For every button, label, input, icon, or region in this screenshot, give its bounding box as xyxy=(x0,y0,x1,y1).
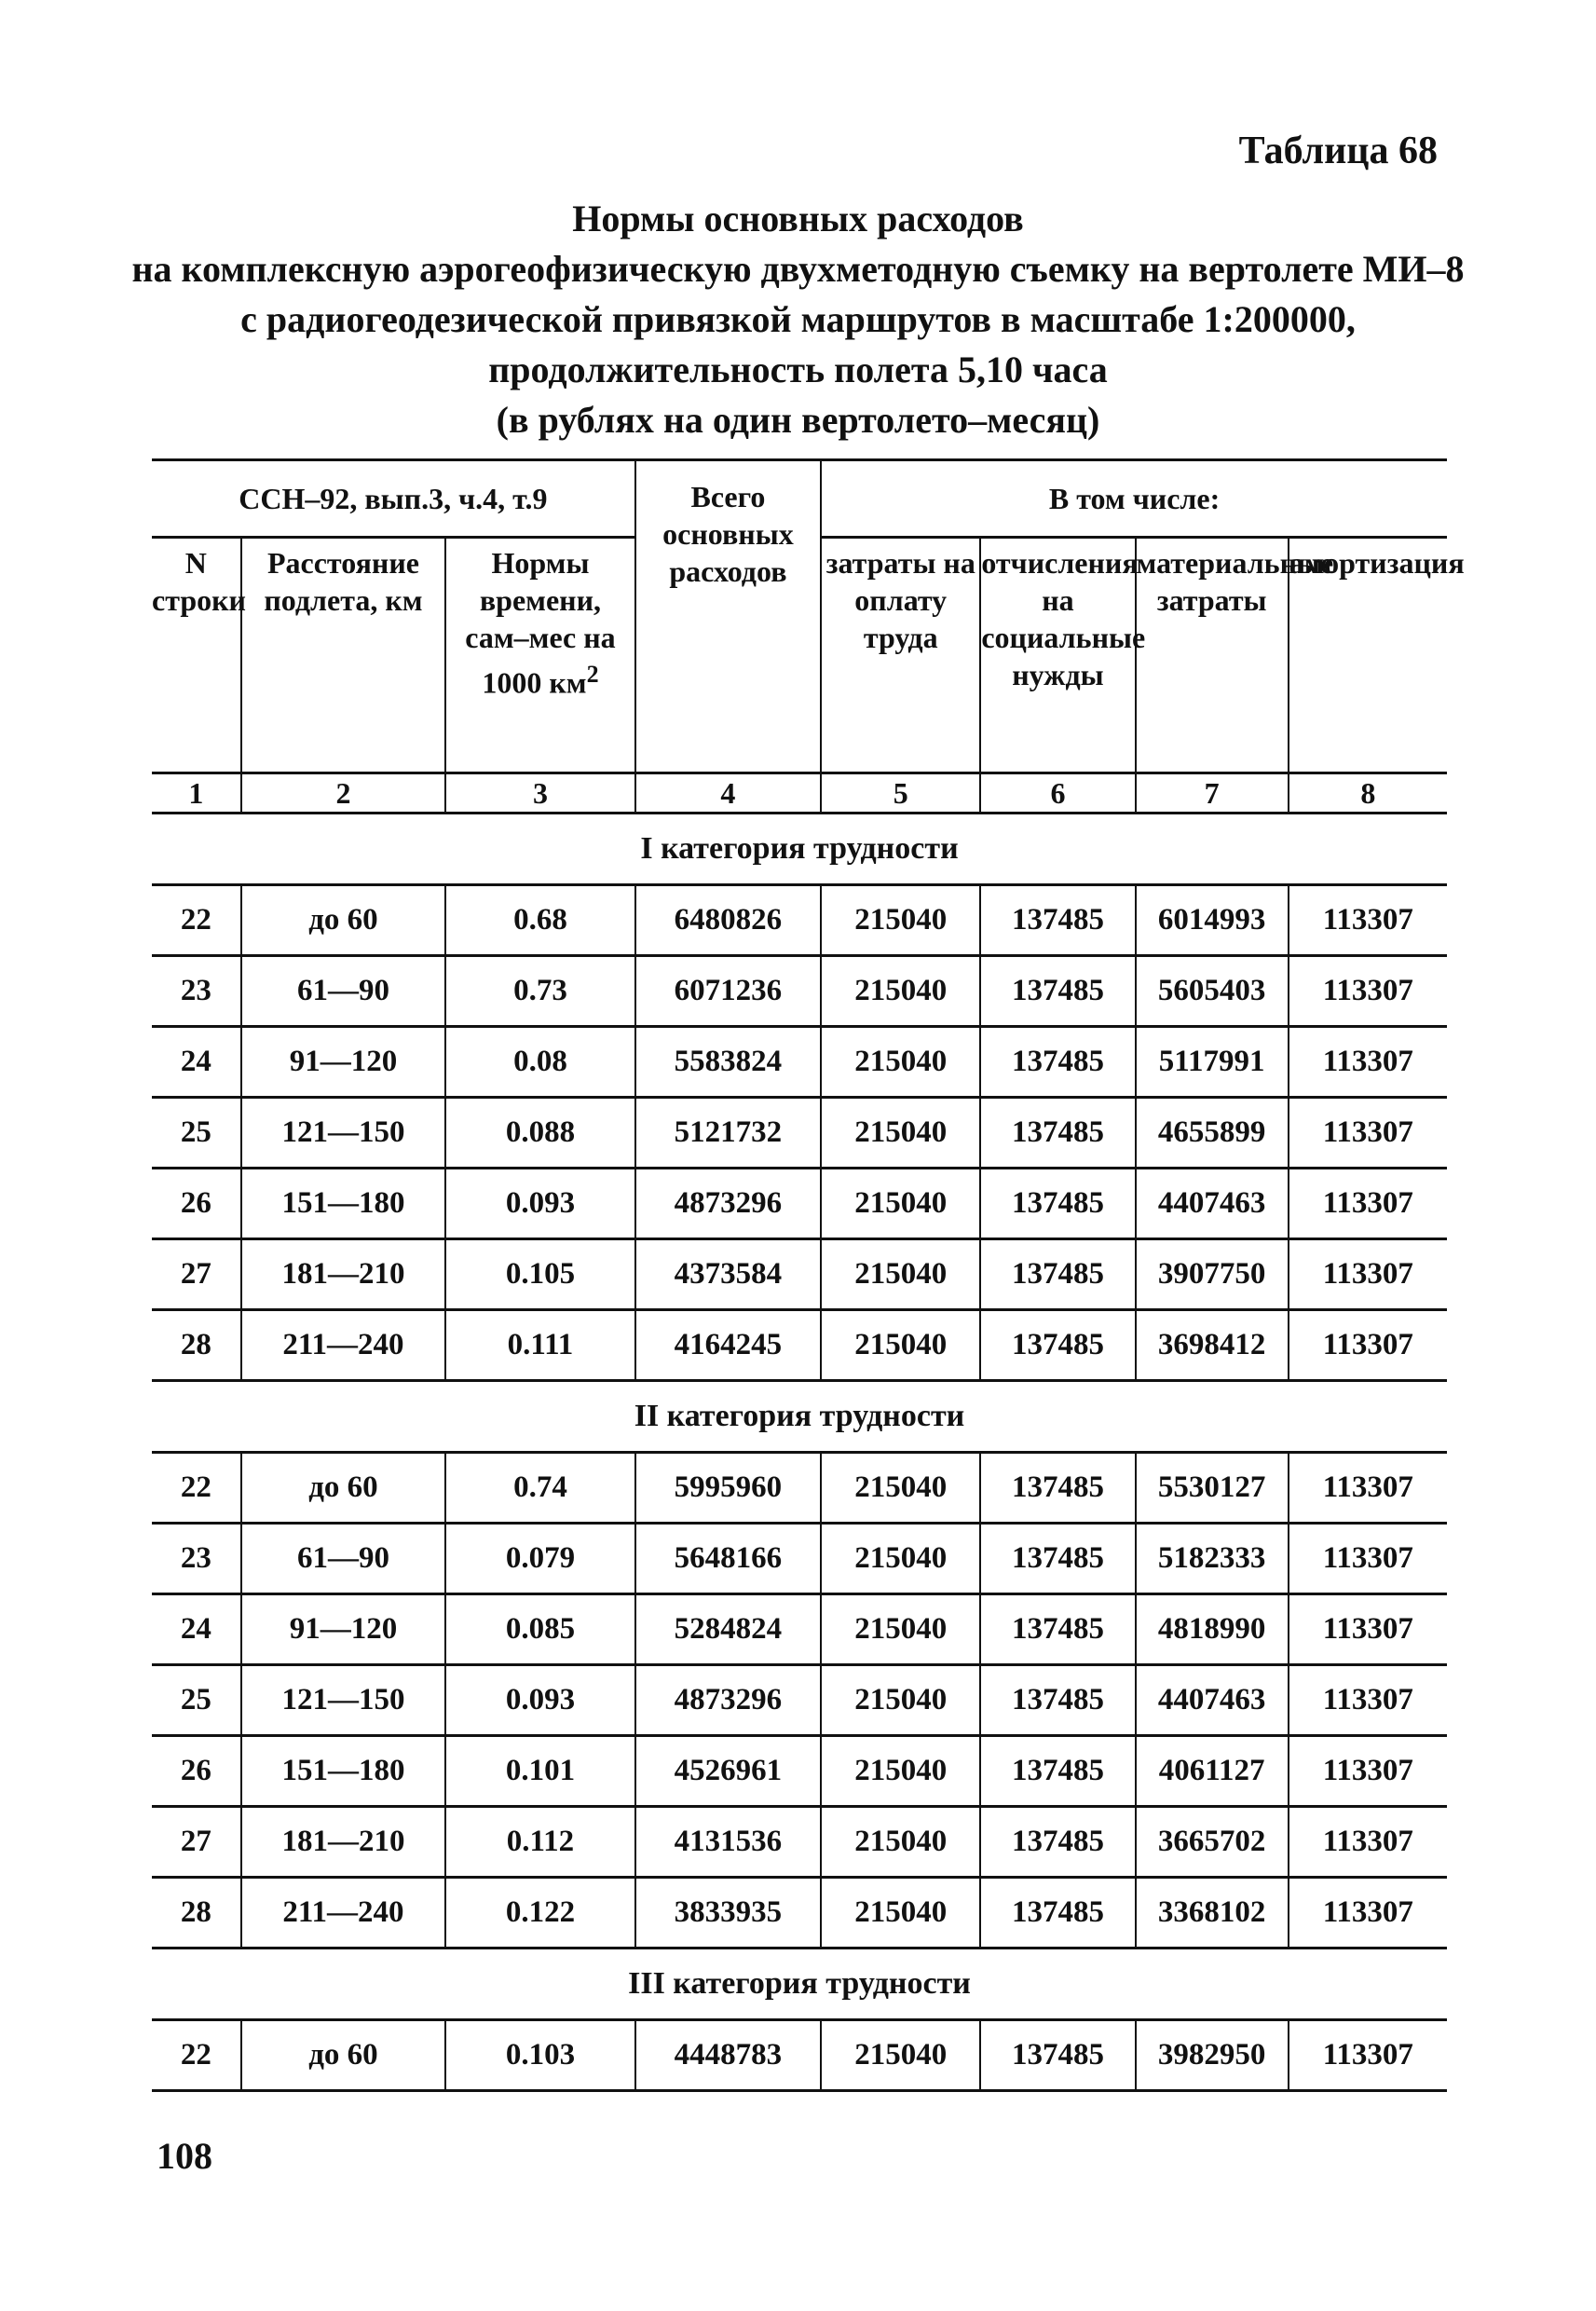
norms-table xyxy=(152,458,1465,2092)
total-cell: 4873296 xyxy=(635,1665,821,1736)
col-number: 5 xyxy=(821,773,980,814)
social-cell: 137485 xyxy=(980,1524,1135,1594)
material-cell: 4061127 xyxy=(1136,1736,1289,1807)
total-cell: 5121732 xyxy=(635,1098,821,1169)
header-including-group: В том числе: xyxy=(821,460,1447,538)
category-row xyxy=(152,1949,1447,2020)
header-social-deductions: отчисления на социальные нужды xyxy=(980,538,1135,773)
social-cell: 137485 xyxy=(980,885,1135,956)
category-row xyxy=(152,1381,1447,1453)
table-row xyxy=(152,1807,1447,1878)
depreciation-cell: 113307 xyxy=(1289,1310,1447,1381)
col-number: 2 xyxy=(241,773,446,814)
col-number: 3 xyxy=(445,773,634,814)
total-cell: 5995960 xyxy=(635,1453,821,1524)
labor-cell: 215040 xyxy=(821,956,980,1027)
row-number-cell: 22 xyxy=(152,1453,241,1524)
row-number-cell: 28 xyxy=(152,1310,241,1381)
table-row xyxy=(152,1239,1447,1310)
time-norm-cell: 0.08 xyxy=(445,1027,634,1098)
header-ssn-group: ССН–92, вып.3, ч.4, т.9 xyxy=(152,460,635,538)
depreciation-cell: 113307 xyxy=(1289,1453,1447,1524)
distance-cell: 211—240 xyxy=(241,1310,446,1381)
material-cell: 4407463 xyxy=(1136,1169,1289,1239)
labor-cell: 215040 xyxy=(821,2020,980,2091)
material-cell: 3907750 xyxy=(1136,1239,1289,1310)
header-total: Всего основных расходов xyxy=(635,460,821,773)
labor-cell: 215040 xyxy=(821,1524,980,1594)
labor-cell: 215040 xyxy=(821,1878,980,1949)
table-row xyxy=(152,1594,1447,1665)
time-norm-cell: 0.079 xyxy=(445,1524,634,1594)
header-labor-costs: затраты на оплату труда xyxy=(821,538,980,773)
social-cell: 137485 xyxy=(980,1239,1135,1310)
header-time-norms-text: Нормы времени, сам–мес на 1000 км xyxy=(465,546,616,700)
material-cell: 6014993 xyxy=(1136,885,1289,956)
table-row xyxy=(152,2020,1447,2091)
table-header xyxy=(152,460,1465,814)
depreciation-cell: 113307 xyxy=(1289,1169,1447,1239)
total-cell: 4448783 xyxy=(635,2020,821,2091)
title-line: с радиогеодезической привязкой маршрутов в масштабе 1:200000, xyxy=(240,298,1356,340)
social-cell: 137485 xyxy=(980,1665,1135,1736)
total-cell: 6071236 xyxy=(635,956,821,1027)
material-cell: 5117991 xyxy=(1136,1027,1289,1098)
labor-cell: 215040 xyxy=(821,1027,980,1098)
table-row xyxy=(152,1169,1447,1239)
row-number-cell: 25 xyxy=(152,1098,241,1169)
total-cell: 5648166 xyxy=(635,1524,821,1594)
labor-cell: 215040 xyxy=(821,885,980,956)
social-cell: 137485 xyxy=(980,1878,1135,1949)
title-line: Нормы основных расходов xyxy=(572,198,1024,239)
distance-cell: 121—150 xyxy=(241,1665,446,1736)
depreciation-cell: 113307 xyxy=(1289,2020,1447,2091)
material-cell: 3698412 xyxy=(1136,1310,1289,1381)
labor-cell: 215040 xyxy=(821,1453,980,1524)
material-cell: 5530127 xyxy=(1136,1453,1289,1524)
labor-cell: 215040 xyxy=(821,1665,980,1736)
distance-cell: до 60 xyxy=(241,1453,446,1524)
distance-cell: 61—90 xyxy=(241,956,446,1027)
table-row xyxy=(152,1098,1447,1169)
table-label: Таблица 68 xyxy=(1238,130,1438,172)
table-row xyxy=(152,1310,1447,1381)
table-row xyxy=(152,1027,1447,1098)
material-cell: 5605403 xyxy=(1136,956,1289,1027)
labor-cell: 215040 xyxy=(821,1169,980,1239)
row-number-cell: 28 xyxy=(152,1878,241,1949)
social-cell: 137485 xyxy=(980,1027,1135,1098)
time-norm-cell: 0.111 xyxy=(445,1310,634,1381)
social-cell: 137485 xyxy=(980,2020,1135,2091)
distance-cell: 181—210 xyxy=(241,1807,446,1878)
row-number-cell: 23 xyxy=(152,1524,241,1594)
table-row xyxy=(152,1878,1447,1949)
total-cell: 5284824 xyxy=(635,1594,821,1665)
row-number-cell: 26 xyxy=(152,1736,241,1807)
category-heading: II категория трудности xyxy=(152,1381,1447,1453)
col-number: 7 xyxy=(1136,773,1289,814)
material-cell: 4407463 xyxy=(1136,1665,1289,1736)
labor-cell: 215040 xyxy=(821,1310,980,1381)
labor-cell: 215040 xyxy=(821,1807,980,1878)
col-number: 1 xyxy=(152,773,241,814)
depreciation-cell: 113307 xyxy=(1289,1239,1447,1310)
table-row xyxy=(152,1665,1447,1736)
time-norm-cell: 0.73 xyxy=(445,956,634,1027)
row-number-cell: 24 xyxy=(152,1594,241,1665)
table-row xyxy=(152,1736,1447,1807)
total-cell: 5583824 xyxy=(635,1027,821,1098)
row-number-cell: 22 xyxy=(152,885,241,956)
time-norm-cell: 0.105 xyxy=(445,1239,634,1310)
header-depreciation: амортизация xyxy=(1289,538,1447,773)
material-cell: 4818990 xyxy=(1136,1594,1289,1665)
col-number: 4 xyxy=(635,773,821,814)
material-cell: 3368102 xyxy=(1136,1878,1289,1949)
material-cell: 5182333 xyxy=(1136,1524,1289,1594)
depreciation-cell: 113307 xyxy=(1289,1524,1447,1594)
row-number-cell: 24 xyxy=(152,1027,241,1098)
table-row xyxy=(152,1524,1447,1594)
total-cell: 3833935 xyxy=(635,1878,821,1949)
labor-cell: 215040 xyxy=(821,1736,980,1807)
row-number-cell: 23 xyxy=(152,956,241,1027)
distance-cell: 211—240 xyxy=(241,1878,446,1949)
title-line: (в рублях на один вертолето–месяц) xyxy=(496,399,1100,441)
distance-cell: 61—90 xyxy=(241,1524,446,1594)
distance-cell: 181—210 xyxy=(241,1239,446,1310)
title-line: на комплексную аэрогеофизическую двухметодную съемку на вертолете МИ–8 xyxy=(131,248,1465,290)
labor-cell: 215040 xyxy=(821,1239,980,1310)
material-cell: 3665702 xyxy=(1136,1807,1289,1878)
table-row xyxy=(152,956,1447,1027)
header-time-norms xyxy=(445,538,634,773)
depreciation-cell: 113307 xyxy=(1289,1665,1447,1736)
distance-cell: 151—180 xyxy=(241,1169,446,1239)
depreciation-cell: 113307 xyxy=(1289,885,1447,956)
social-cell: 137485 xyxy=(980,1098,1135,1169)
total-cell: 4131536 xyxy=(635,1807,821,1878)
social-cell: 137485 xyxy=(980,1594,1135,1665)
col-number: 6 xyxy=(980,773,1135,814)
depreciation-cell: 113307 xyxy=(1289,1594,1447,1665)
social-cell: 137485 xyxy=(980,956,1135,1027)
social-cell: 137485 xyxy=(980,1169,1135,1239)
row-number-cell: 26 xyxy=(152,1169,241,1239)
time-norm-cell: 0.088 xyxy=(445,1098,634,1169)
table-title xyxy=(0,194,1596,445)
category-heading: III категория трудности xyxy=(152,1949,1447,2020)
row-number-cell: 27 xyxy=(152,1239,241,1310)
time-norm-cell: 0.093 xyxy=(445,1169,634,1239)
depreciation-cell: 113307 xyxy=(1289,956,1447,1027)
title-line: продолжительность полета 5,10 часа xyxy=(488,349,1108,390)
category-row xyxy=(152,814,1447,885)
depreciation-cell: 113307 xyxy=(1289,1027,1447,1098)
social-cell: 137485 xyxy=(980,1453,1135,1524)
header-distance: Расстояние подлета, км xyxy=(241,538,446,773)
row-number-cell: 27 xyxy=(152,1807,241,1878)
depreciation-cell: 113307 xyxy=(1289,1736,1447,1807)
header-row-number: N строки xyxy=(152,546,246,617)
labor-cell: 215040 xyxy=(821,1098,980,1169)
page-number: 108 xyxy=(157,2135,212,2177)
time-norm-cell: 0.093 xyxy=(445,1665,634,1736)
row-number-cell: 25 xyxy=(152,1665,241,1736)
material-cell: 4655899 xyxy=(1136,1098,1289,1169)
labor-cell: 215040 xyxy=(821,1594,980,1665)
table-body xyxy=(152,814,1447,2091)
distance-cell: 121—150 xyxy=(241,1098,446,1169)
row-number-cell: 22 xyxy=(152,2020,241,2091)
distance-cell: 91—120 xyxy=(241,1027,446,1098)
social-cell: 137485 xyxy=(980,1807,1135,1878)
total-cell: 4373584 xyxy=(635,1239,821,1310)
depreciation-cell: 113307 xyxy=(1289,1878,1447,1949)
table-row xyxy=(152,1453,1447,1524)
distance-cell: 91—120 xyxy=(241,1594,446,1665)
header-material-costs: материальные затраты xyxy=(1136,538,1289,773)
material-cell: 3982950 xyxy=(1136,2020,1289,2091)
depreciation-cell: 113307 xyxy=(1289,1807,1447,1878)
distance-cell: 151—180 xyxy=(241,1736,446,1807)
total-cell: 4526961 xyxy=(635,1736,821,1807)
table-row xyxy=(152,885,1447,956)
time-norm-cell: 0.112 xyxy=(445,1807,634,1878)
time-norm-cell: 0.68 xyxy=(445,885,634,956)
social-cell: 137485 xyxy=(980,1736,1135,1807)
distance-cell: до 60 xyxy=(241,885,446,956)
social-cell: 137485 xyxy=(980,1310,1135,1381)
col-number: 8 xyxy=(1289,773,1447,814)
distance-cell: до 60 xyxy=(241,2020,446,2091)
header-time-norms-sup: 2 xyxy=(586,661,599,688)
time-norm-cell: 0.101 xyxy=(445,1736,634,1807)
time-norm-cell: 0.122 xyxy=(445,1878,634,1949)
total-cell: 4164245 xyxy=(635,1310,821,1381)
category-heading: I категория трудности xyxy=(152,814,1447,885)
total-cell: 6480826 xyxy=(635,885,821,956)
time-norm-cell: 0.103 xyxy=(445,2020,634,2091)
total-cell: 4873296 xyxy=(635,1169,821,1239)
time-norm-cell: 0.74 xyxy=(445,1453,634,1524)
depreciation-cell: 113307 xyxy=(1289,1098,1447,1169)
time-norm-cell: 0.085 xyxy=(445,1594,634,1665)
